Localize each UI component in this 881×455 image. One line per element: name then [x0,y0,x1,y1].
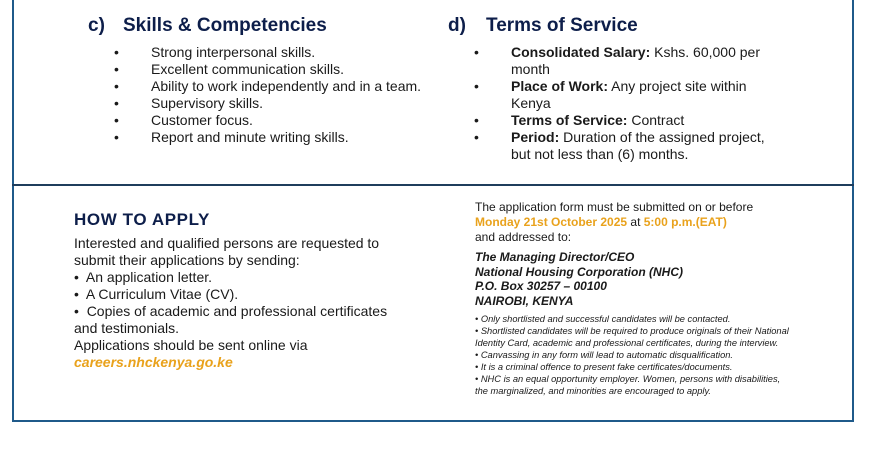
careers-website-link[interactable]: careers.nhckenya.go.ke [74,354,233,370]
skills-title: Skills & Competencies [123,15,327,36]
terms-title: Terms of Service [486,15,638,36]
deadline: Monday 21st October 2025 at 5:00 p.m.(EAT) [475,215,727,229]
notes-list: • Only shortlisted and successful candidates will be contacted. • Shortlisted candidates will be required to produce originals of their National Identity Card, academic and professional certificates, during the interview. • Canvassing in any form will lead to automatic disqualification. • It is a criminal offence to present fake certificates/documents. • NHC is an equal opportunity employer. Women, persons with disabilities, the marginalized, and minorities are encouraged to apply. [475,314,789,396]
submission-details: The application form must be submitted on or before Monday 21st October 2025 at 5:00 p.m.(EAT) and addressed to: The Managing Director/CEO National Housing Corporation (NHC) P.O. Box 30257 – 00100 NAIROBI, KENYA • Only shortlisted and successful candidates will be contacted. • Shortlisted candidates will be required to produce originals of their National Identity Card, academic and professional certificates, during the interview. • Canvassing in any form will lead to automatic disqualification. • It is a criminal offence to present fake certificates/documents. • NHC is an equal opportunity employer. Women, persons with disabilities, the marginalized, and minorities are encouraged to apply. [475,200,835,397]
list-item: • Strong interpersonal skills. [114,44,316,60]
list-item: • Place of Work: Any project site within Kenya [474,78,747,111]
list-item: • Period: Duration of the assigned project, but not less than (6) months. [474,129,765,162]
section-divider [12,184,854,186]
list-item: • Customer focus. [114,112,253,128]
list-item: • Excellent communication skills. [114,61,344,77]
skills-list [114,44,421,146]
terms-list [474,44,765,163]
list-item: • Ability to work independently and in a team. [114,78,422,94]
terms-letter: d) [448,15,466,36]
list-item: • Copies of academic and professional certificates [74,303,388,319]
list-item: • Consolidated Salary: Kshs. 60,000 per month [474,44,761,77]
list-item: • An application letter. [74,269,213,285]
list-item: • Terms of Service: Contract [474,112,685,128]
list-item: • A Curriculum Vitae (CV). [74,286,239,302]
skills-letter: c) [88,15,105,36]
how-to-apply-body: Interested and qualified persons are requested to submit their applications by sending: • An application letter. • A Curriculum Vitae (CV). • Copies of academic and professional certificates and testimonials. Applications should be sent online via careers.nhckenya.go.ke [74,235,414,371]
list-item: • Report and minute writing skills. [114,129,349,145]
mailing-address: The Managing Director/CEO National Housing Corporation (NHC) P.O. Box 30257 – 00100 NAIROBI, KENYA [475,250,683,308]
terms-heading [448,15,638,37]
skills-heading [88,15,327,37]
how-to-apply-title: HOW TO APPLY [74,210,210,229]
list-item: • Supervisory skills. [114,95,264,111]
